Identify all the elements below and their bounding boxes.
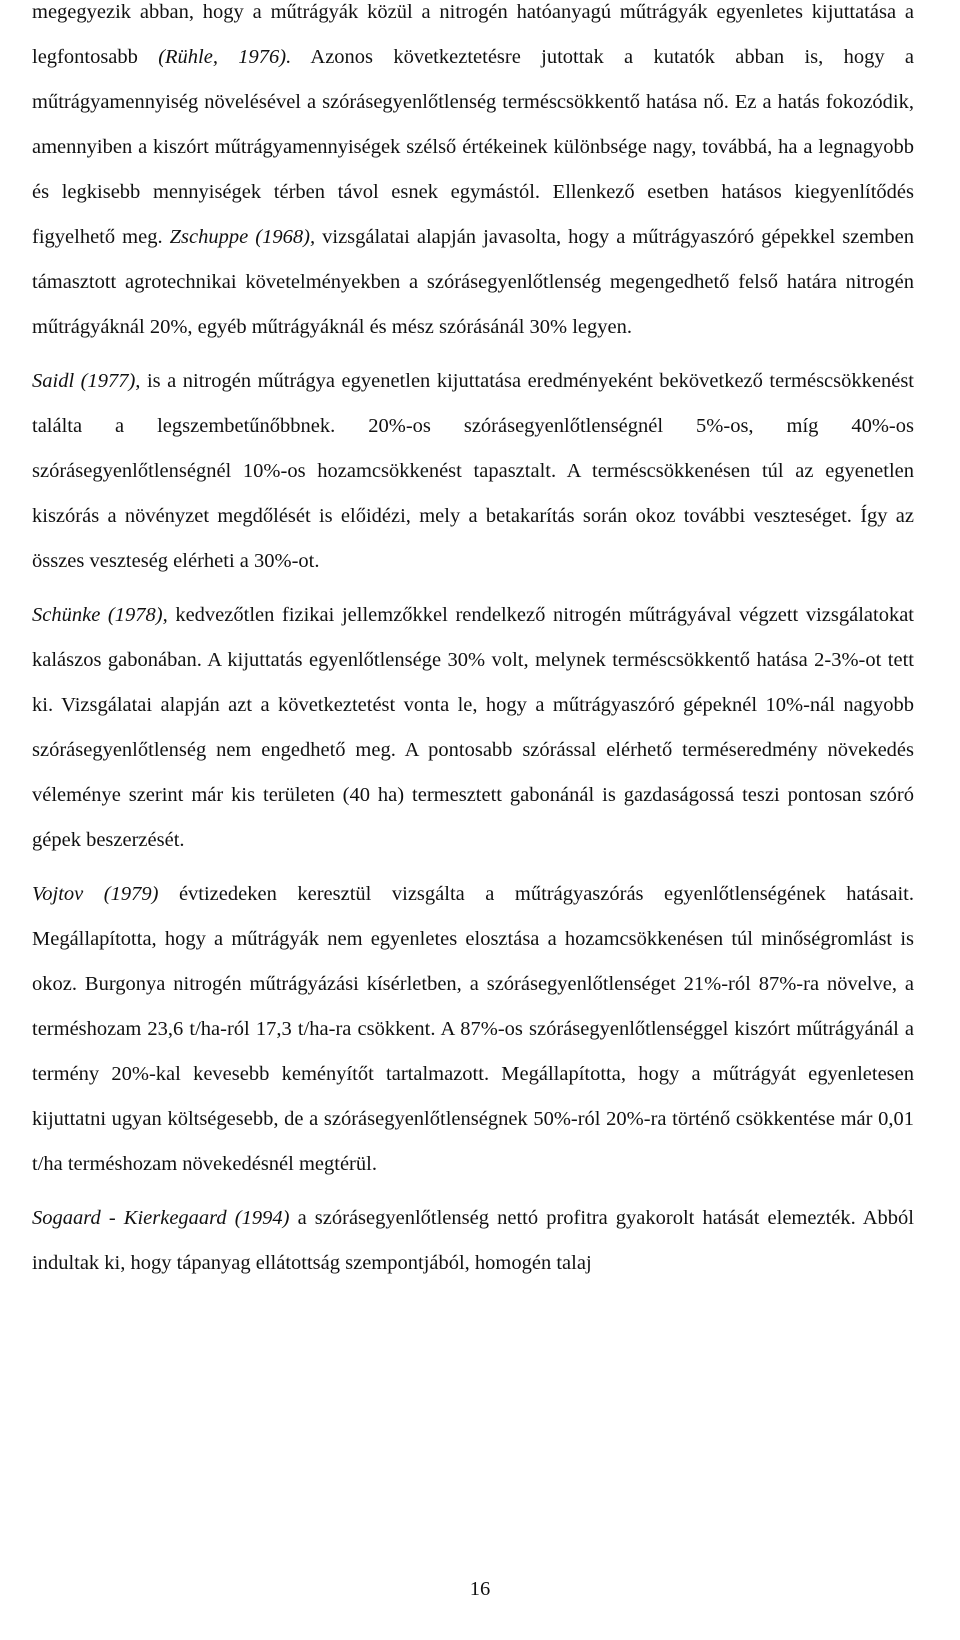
page-number: 16 — [469, 1578, 491, 1600]
text-run: kedvezőtlen fizikai jellemzőkkel rendelkező nitrogén műtrágyával végzett vizsgálatokat kalászos gabonában. A kijuttatás egyenlőtlensége 30% volt, melynek terméscsökkentő hatása 2-3%-ot tett ki. Vizsgálatai alapján azt a következtetést vonta le, hogy a műtrágyaszóró gépeknél 10%-nál nagyobb szórásegyenlőtlenség nem engedhető meg. A pontosabb szórással elérhető terméseredmény növekedés véleménye szerint már kis területen (40 ha) termesztett gabonánál is gazdaságossá teszi pontosan szóró gépek beszerzését. — [32, 604, 914, 851]
paragraph-1 — [32, 0, 914, 350]
citation-saidl-1977: Saidl (1977), — [32, 370, 141, 392]
paragraph-3 — [32, 593, 914, 863]
text-run: megegyezik abban, hogy a műtrágyák közül a nitrogén hatóanyagú műtrágyák egyenletes kijuttatása a legfontosabb — [32, 1, 914, 68]
paragraph-5 — [32, 1196, 914, 1286]
paragraph-2 — [32, 359, 914, 584]
paragraph-4 — [32, 872, 914, 1187]
text-run: is a nitrogén műtrágya egyenetlen kijuttatása eredményeként bekövetkező terméscsökkenést találta a legszembetűnőbbnek. 20%-os szórásegyenlőtlenségnél 5%-os, míg 40%-os szórásegyenlőtlenségnél 10%-os hozamcsökkenést tapasztalt. A terméscsökkenésen túl az egyenetlen kiszórás a növényzet megdőlését is előidézi, mely a betakarítás során okoz további veszteséget. Így az összes veszteség elérheti a 30%-ot. — [32, 370, 915, 572]
text-run: vizsgálatai alapján javasolta, hogy a műtrágyaszóró gépekkel szemben támasztott agrotechnikai követelményekben a szórásegyenlőtlenség megengedhető felső határa nitrogén műtrágyáknál 20%, egyéb műtrágyáknál és mész szórásánál 30% legyen. — [32, 226, 915, 338]
citation-sogaard-kierkegaard-1994: Sogaard - Kierkegaard (1994) — [32, 1207, 290, 1229]
citation-zschuppe-1968: Zschuppe (1968), — [169, 226, 316, 248]
citation-vojtov-1979: Vojtov (1979) — [32, 883, 159, 905]
citation-schunke-1978: Schünke (1978), — [32, 604, 168, 626]
citation-ruhle-1976: (Rühle, 1976). — [158, 46, 292, 68]
text-run: évtizedeken keresztül vizsgálta a műtrágyaszórás egyenlőtlenségének hatásait. Megállapította, hogy a műtrágyák nem egyenletes elosztása a hozamcsökkenésen túl minőségromlást is okoz. Burgonya nitrogén műtrágyázási kísérletben, a szórásegyenlőtlenséget 21%-ról 87%-ra növelve, a terméshozam 23,6 t/ha-ról 17,3 t/ha-ra csökkent. A 87%-os szórásegyenlőtlenséggel kiszórt műtrágyánál a termény 20%-kal kevesebb keményítőt tartalmazott. Megállapította, hogy a műtrágyát egyenletesen kijuttatni ugyan költségesebb, de a szórásegyenlőtlenségnek 50%-ról 20%-ra történő csökkentése már 0,01 t/ha terméshozam növekedésnél megtérül. — [32, 883, 914, 1175]
text-run: Azonos következtetésre jutottak a kutatók abban is, hogy a műtrágyamennyiség növelésével a szórásegyenlőtlenség terméscsökkentő hatása nő. Ez a hatás fokozódik, amennyiben a kiszórt műtrágyamennyiségek szélső értékeinek különbsége nagy, továbbá, ha a legnagyobb és legkisebb mennyiségek térben távol esnek egymástól. Ellenkező esetben hatásos kiegyenlítődés figyelhető meg. — [32, 46, 914, 248]
text-run: a szórásegyenlőtlenség nettó profitra gyakorolt hatását elemezték. Abból indultak ki, hogy tápanyag ellátottság szempontjából, homogén talaj — [32, 1207, 914, 1274]
body-text — [32, 0, 914, 1286]
